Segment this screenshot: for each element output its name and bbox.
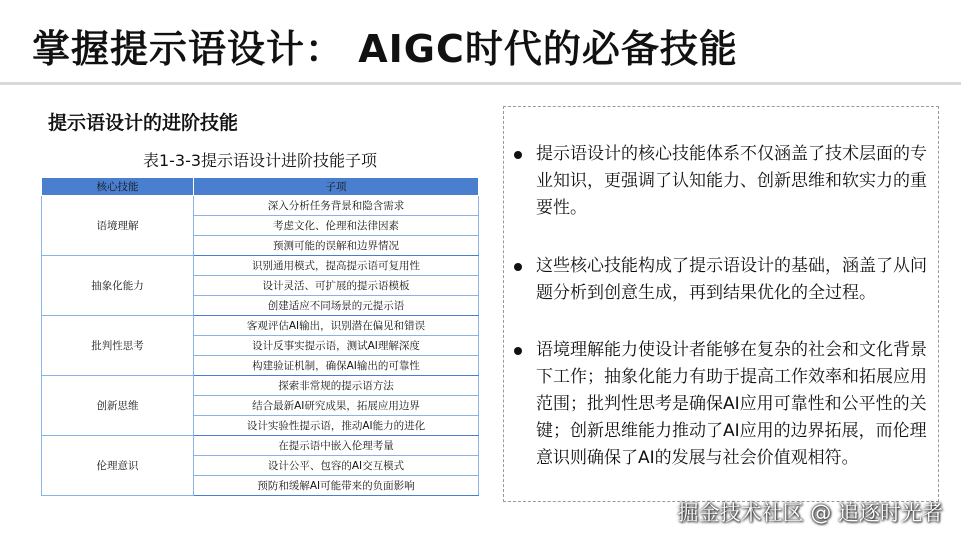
core-skill-cell: 语境理解 [42,196,194,256]
sub-item-cell: 深入分析任务背景和隐含需求 [194,196,479,216]
bullet-item [514,253,944,307]
sub-item-cell: 探索非常规的提示语方法 [194,376,479,396]
bullet-dot-icon [514,151,522,159]
bullet-item [514,337,944,472]
bullet-dot-icon [514,347,522,355]
table-header-row [42,178,479,196]
sub-item-cell: 客观评估AI输出，识别潜在偏见和错误 [194,316,479,336]
skills-table [41,177,479,496]
sub-item-cell: 预测可能的误解和边界情况 [194,236,479,256]
core-skill-cell: 抽象化能力 [42,256,194,316]
bullet-text: 语境理解能力使设计者能够在复杂的社会和文化背景 下工作；抽象化能力有助于提高工作效率和拓展应用 范围；批判性思考是确保AI应用可靠性和公平性的关 键；创新思维能力推动了AI应用的边界拓展，而伦理 意识则确保了AI的发展与社会价值观相符。 [536,340,944,468]
table-row [42,436,479,456]
core-skill-cell: 创新思维 [42,376,194,436]
sub-item-cell: 考虑文化、伦理和法律因素 [194,216,479,236]
sub-item-cell: 设计公平、包容的AI交互模式 [194,456,479,476]
table-row [42,376,479,396]
sub-item-cell: 设计反事实提示语，测试AI理解深度 [194,336,479,356]
table-row [42,256,479,276]
title-divider [0,82,961,85]
sub-item-cell: 创建适应不同场景的元提示语 [194,296,479,316]
bullet-text: 提示语设计的核心技能体系不仅涵盖了技术层面的专 业知识，更强调了认知能力、创新思维和软实力的重 要性。 [536,144,944,218]
table-header-cell: 核心技能 [42,178,194,196]
sub-item-cell: 识别通用模式，提高提示语可复用性 [194,256,479,276]
core-skill-cell: 伦理意识 [42,436,194,496]
core-skill-cell: 批判性思考 [42,316,194,376]
watermark: 掘金技术社区 @ 追逐时光者 [677,501,943,525]
section-heading: 提示语设计的进阶技能 [48,112,239,134]
table-header-cell: 子项 [194,178,479,196]
table-caption: 表1-3-3提示语设计进阶技能子项 [142,151,378,170]
sub-item-cell: 设计灵活、可扩展的提示语模板 [194,276,479,296]
slide-title: 掌握提示语设计： AIGC时代的必备技能 [32,27,738,71]
table-row [42,316,479,336]
sub-item-cell: 在提示语中嵌入伦理考量 [194,436,479,456]
sub-item-cell: 结合最新AI研究成果，拓展应用边界 [194,396,479,416]
bullet-text: 这些核心技能构成了提示语设计的基础，涵盖了从问 题分析到创意生成，再到结果优化的全过程。 [536,256,944,303]
table-row [42,196,479,216]
sub-item-cell: 设计实验性提示语，推动AI能力的进化 [194,416,479,436]
sub-item-cell: 构建验证机制，确保AI输出的可靠性 [194,356,479,376]
bullet-dot-icon [514,263,522,271]
summary-panel [503,106,944,502]
bullet-item [514,141,944,222]
sub-item-cell: 预防和缓解AI可能带来的负面影响 [194,476,479,496]
